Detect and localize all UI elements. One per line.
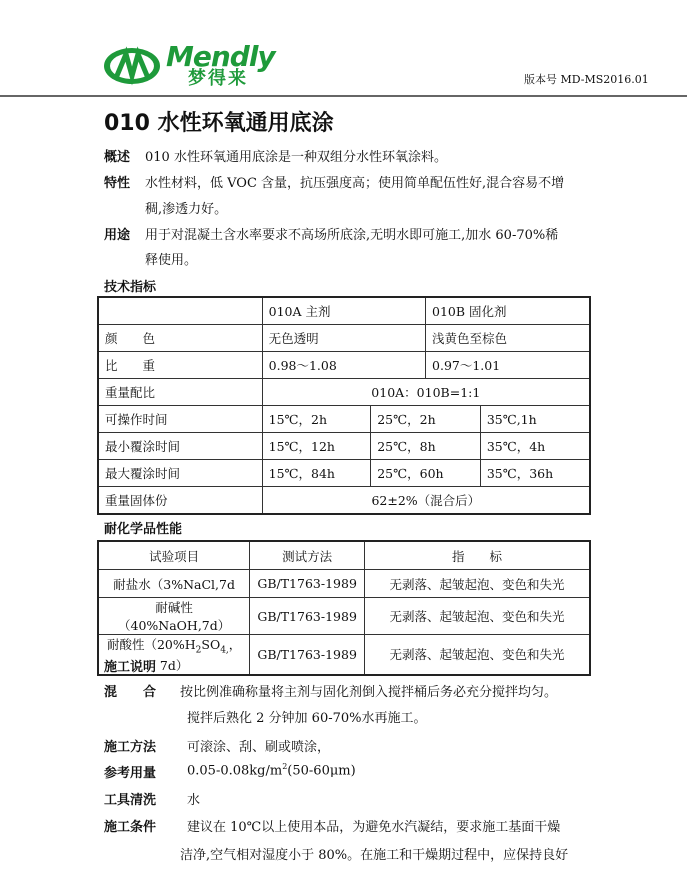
page-title: 010 水性环氧通用底涂 <box>104 111 334 136</box>
overview-label: 概述 <box>104 150 131 165</box>
table-row <box>98 352 590 379</box>
text: ，7d） <box>159 637 242 673</box>
method-label: 施工方法 <box>104 740 157 755</box>
table-cell: 010A 主剂 <box>262 297 425 325</box>
table-cell: 试验项目 <box>98 541 250 570</box>
table-row <box>98 570 590 598</box>
chem-heading: 耐化学品性能 <box>104 522 183 537</box>
coverage-text <box>187 762 356 778</box>
method-text: 可滚涂、刮、刷或喷涂， <box>187 740 331 755</box>
text: (50-60μm) <box>287 763 356 779</box>
table-cell: 15℃，12h <box>262 433 371 460</box>
table-row <box>98 433 590 460</box>
mix-text-2: 搅拌后熟化 2 分钟加 60-70%水再施工。 <box>187 711 427 726</box>
table-cell: 35℃,1h <box>480 406 590 433</box>
mix-label: 混 合 <box>104 685 157 700</box>
table-cell: 010A：010B=1:1 <box>262 379 590 406</box>
table-cell: 25℃，8h <box>371 433 481 460</box>
cleaning-text: 水 <box>187 793 201 808</box>
table-cell: 耐碱性（40%NaOH,7d） <box>98 598 250 635</box>
subscript: 2 <box>195 645 202 656</box>
table-cell: 15℃，2h <box>262 406 371 433</box>
table-cell: 0.98～1.08 <box>262 352 425 379</box>
table-cell: 25℃，60h <box>371 460 481 487</box>
table-row <box>98 460 590 487</box>
table-cell: 无剥落、起皱起泡、变色和失光 <box>364 635 590 675</box>
table-row <box>98 406 590 433</box>
overview-text: 010 水性环氧通用底涂是一种双组分水性环氧涂料。 <box>145 150 447 165</box>
conditions-label: 施工条件 <box>104 820 157 835</box>
features-text: 水性材料，低 VOC 含量，抗压强度高；使用简单配伍性好,混合容易不增 <box>145 176 565 191</box>
table-row <box>98 635 590 675</box>
table-cell: 测试方法 <box>250 541 365 570</box>
table-cell: 010B 固化剂 <box>426 297 590 325</box>
table-cell: 可操作时间 <box>98 406 262 433</box>
table-cell: 无剥落、起皱起泡、变色和失光 <box>364 598 590 635</box>
text: 耐酸性（20%H <box>106 637 196 652</box>
table-cell: 62±2%（混合后） <box>262 487 590 515</box>
table-cell: 重量固体份 <box>98 487 262 515</box>
features-text-2: 稠,渗透力好。 <box>145 202 228 217</box>
table-cell: 比 重 <box>98 352 262 379</box>
table-row <box>98 379 590 406</box>
table-row <box>98 297 590 325</box>
cleaning-label: 工具清洗 <box>104 793 157 808</box>
features-label: 特性 <box>104 176 131 191</box>
table-cell: 耐盐水（3%NaCl,7d <box>98 570 250 598</box>
brand-name: Mendly <box>166 40 275 73</box>
construction-heading: 施工说明 <box>104 660 157 675</box>
tech-heading: 技术指标 <box>104 280 157 295</box>
table-cell <box>98 297 262 325</box>
mendly-logo-icon <box>102 46 162 86</box>
table-row <box>98 487 590 515</box>
table-cell: 0.97～1.01 <box>426 352 590 379</box>
table-cell: GB/T1763-1989 <box>250 598 365 635</box>
text: SO <box>201 637 221 652</box>
usage-text-2: 释使用。 <box>145 253 198 268</box>
table-row <box>98 325 590 352</box>
table-cell: 35℃，4h <box>480 433 590 460</box>
conditions-text: 建议在 10℃以上使用本品，为避免水汽凝结，要求施工基面干燥 <box>187 820 561 835</box>
table-row <box>98 541 590 570</box>
table-cell: 颜 色 <box>98 325 262 352</box>
table-cell: 浅黄色至棕色 <box>426 325 590 352</box>
conditions-text-2: 洁净,空气相对湿度小于 80%。在施工和干燥期过程中，应保持良好 <box>180 848 569 863</box>
table-row <box>98 598 590 635</box>
subscript: 4, <box>220 645 229 656</box>
table-cell: 15℃，84h <box>262 460 371 487</box>
coverage-label: 参考用量 <box>104 766 157 781</box>
superscript: 2 <box>282 762 288 771</box>
tech-spec-table <box>97 296 591 515</box>
table-cell: 无剥落、起皱起泡、变色和失光 <box>364 570 590 598</box>
table-cell: 25℃，2h <box>371 406 481 433</box>
table-cell: GB/T1763-1989 <box>250 570 365 598</box>
version-number: 版本号 MD-MS2016.01 <box>524 73 649 86</box>
header-divider <box>0 95 687 97</box>
table-cell: 指 标 <box>364 541 590 570</box>
table-cell: 35℃，36h <box>480 460 590 487</box>
usage-label: 用途 <box>104 228 131 243</box>
text: 0.05-0.08kg/m <box>187 763 283 779</box>
table-cell: 最大覆涂时间 <box>98 460 262 487</box>
brand-name-cn: 梦得来 <box>188 68 248 89</box>
usage-text: 用于对混凝土含水率要求不高场所底涂,无明水即可施工,加水 60-70%稀 <box>145 228 559 243</box>
mix-text: 按比例准确称量将主剂与固化剂倒入搅拌桶后务必充分搅拌均匀。 <box>180 685 558 700</box>
table-cell: 最小覆涂时间 <box>98 433 262 460</box>
table-cell: 重量配比 <box>98 379 262 406</box>
table-cell: GB/T1763-1989 <box>250 635 365 675</box>
table-cell: 无色透明 <box>262 325 425 352</box>
chem-resistance-table <box>97 540 591 676</box>
